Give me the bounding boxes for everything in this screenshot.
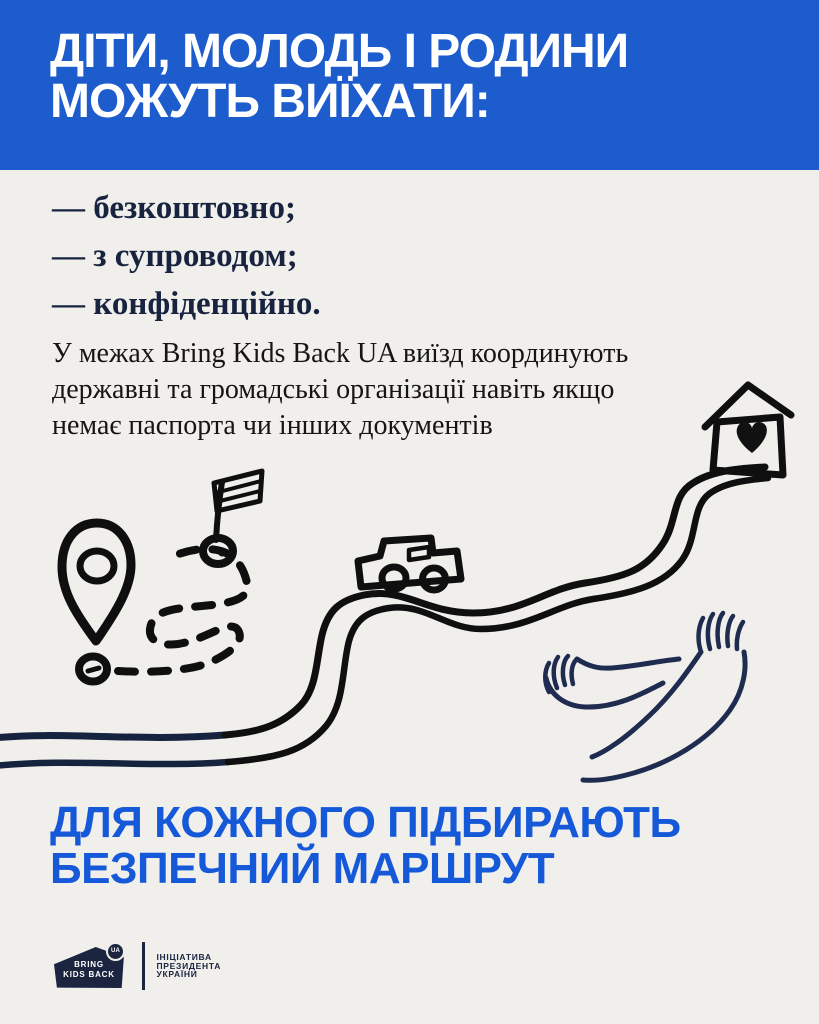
banner-title-line-1: ДІТИ, МОЛОДЬ І РОДИНИ xyxy=(50,25,629,78)
car-icon xyxy=(358,538,461,590)
banner-title-line-2: МОЖУТЬ ВИЇХАТИ: xyxy=(50,75,490,128)
footer-heading-line-1: ДЛЯ КОЖНОГО ПІДБИРАЮТЬ xyxy=(50,798,681,847)
caption-line-2: ПРЕЗИДЕНТА xyxy=(156,960,222,971)
badge-line-2: KIDS BACK xyxy=(63,969,115,979)
banner-title xyxy=(50,27,628,127)
bring-kids-back-badge xyxy=(54,947,126,988)
house-with-heart-icon xyxy=(705,385,791,475)
dashed-route xyxy=(79,549,247,682)
badge-line-1: BRING xyxy=(74,960,104,969)
ua-circle-icon: UA xyxy=(106,942,125,961)
logo-lockup xyxy=(54,942,221,990)
badge-text xyxy=(54,960,124,979)
bullet-list xyxy=(52,184,321,328)
road-path xyxy=(0,467,768,766)
location-pin-icon xyxy=(62,523,131,641)
paragraph-line-3: немає паспорта чи інших документів xyxy=(52,410,493,441)
bullet-item-accompanied: — з супроводом; xyxy=(52,238,298,274)
caption-line-3: УКРАЇНИ xyxy=(156,969,198,980)
flag-marker-icon xyxy=(203,471,262,564)
banner xyxy=(0,0,819,170)
bullet-item-free: — безкоштовно; xyxy=(52,190,296,226)
reaching-hands-icon xyxy=(545,613,745,780)
footer-heading xyxy=(50,800,681,892)
description-paragraph xyxy=(52,336,628,444)
paragraph-line-2: державні та громадські організації навіть якщо xyxy=(52,374,615,405)
logo-caption xyxy=(157,953,222,979)
footer-heading-line-2: БЕЗПЕЧНИЙ МАРШРУТ xyxy=(50,844,555,893)
paragraph-line-1: У межах Bring Kids Back UA виїзд координують xyxy=(52,338,629,369)
caption-line-1: ІНІЦІАТИВА xyxy=(156,951,212,962)
logo-divider xyxy=(142,942,145,990)
bullet-item-confidential: — конфіденційно. xyxy=(52,286,321,322)
